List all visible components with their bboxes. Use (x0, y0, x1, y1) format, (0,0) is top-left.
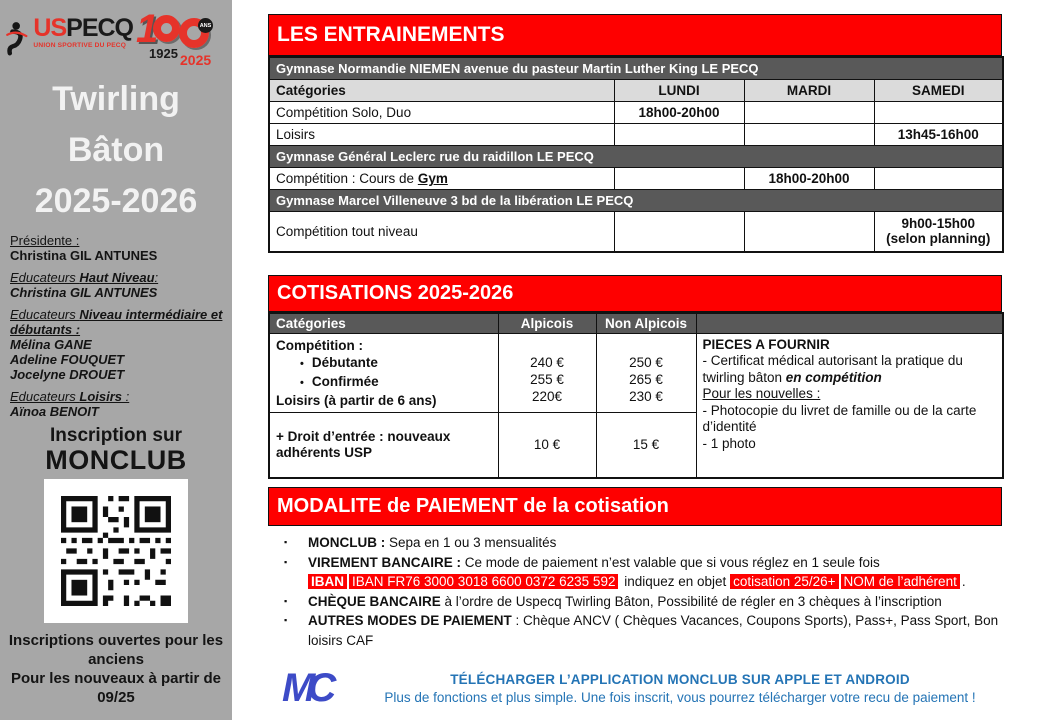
club-subtitle: UNION SPORTIVE DU PECQ (33, 42, 127, 49)
registration-note-line: Inscriptions ouvertes pour les anciens (8, 632, 224, 668)
staff-list (0, 233, 232, 419)
price-value: 250 € (629, 354, 663, 370)
payment-item-virement: ▪ VIREMENT BANCAIRE : Ce mode de paiement n’est valable que si vous réglez en 1 seule fois IBAN IBAN FR76 3000 3018 6600 0372 6235 592 indiquez en objet cotisation 25/26+ NOM de l’adhérent . (282, 553, 1002, 592)
centenary-zero-icon (153, 15, 180, 42)
table-row (269, 333, 1003, 412)
gym-link-text: Gym (417, 171, 448, 186)
signup-heading: Inscription sur (50, 425, 182, 446)
president-group (10, 233, 232, 263)
president-name: Christina GIL ANTUNES (10, 248, 158, 263)
leisure-coaches-group (10, 389, 232, 419)
venue-row: Gymnase Général Leclerc rue du raidillon LE PECQ (269, 146, 1003, 168)
main-content (268, 0, 1002, 711)
intermediate-coaches-group (10, 307, 232, 382)
non-alpicois-prices-cell (596, 333, 696, 412)
price-value: 10 € (498, 412, 596, 478)
centenary-zero-icon (179, 18, 212, 48)
president-label: Présidente : (10, 233, 80, 248)
documents-line: - Certificat médical autorisant la pratique du twirling bâton en compétition (702, 353, 963, 385)
qr-code-box (44, 479, 188, 623)
coach-name: Mélina GANE (10, 337, 92, 352)
schedule-cell (744, 212, 874, 252)
schedule-cell (744, 124, 874, 146)
price-value: 240 € (530, 354, 564, 370)
centenary-year-start: 1925 (149, 46, 178, 61)
payment-section-title: MODALITE de PAIEMENT de la cotisation (268, 487, 1002, 526)
table-row (269, 212, 1003, 252)
category-cell: Loisirs (269, 124, 614, 146)
iban-number: IBAN FR76 3000 3018 6600 0372 6235 592 (349, 574, 618, 589)
fees-section-title: COTISATIONS 2025-2026 (268, 275, 1002, 312)
ans-badge: ANS (198, 18, 213, 33)
alpicois-prices-cell (498, 333, 596, 412)
column-header-non-alpicois: Non Alpicois (596, 313, 696, 334)
footer-subline: Plus de fonctions et plus simple. Une fois inscrit, vous pourrez télécharger votre recu de paiement ! (384, 690, 976, 705)
page-title-line: 2025-2026 (34, 182, 198, 220)
column-header-tuesday: MARDI (744, 80, 874, 102)
signup-platform: MONCLUB (45, 445, 187, 475)
schedule-cell (744, 102, 874, 124)
high-level-coaches-group (10, 270, 232, 300)
fee-item: Loisirs (à partir de 6 ans) (276, 392, 437, 408)
documents-title: PIECES A FOURNIR (702, 336, 830, 352)
column-header-monday: LUNDI (614, 80, 744, 102)
price-value: 255 € (530, 371, 564, 387)
bullet-icon: • (300, 376, 304, 389)
price-value: 230 € (629, 388, 663, 404)
footer-text (368, 672, 1002, 705)
page-title-line: Bâton (67, 131, 165, 169)
category-cell: Compétition : Cours de Gym (269, 168, 614, 190)
column-header-categories: Catégories (269, 313, 498, 334)
monclub-logo: MC (282, 666, 329, 710)
iban-tag: IBAN (308, 574, 347, 589)
payment-list (282, 533, 1002, 650)
footer (268, 666, 1002, 711)
runner-icon (6, 12, 31, 64)
table-row (269, 124, 1003, 146)
payment-item-monclub: ▪ MONCLUB : Sepa en 1 ou 3 mensualités (282, 533, 1002, 553)
coach-name: Christina GIL ANTUNES (10, 285, 158, 300)
column-header-empty (696, 313, 1003, 334)
schedule-cell (614, 212, 744, 252)
schedule-cell: 13h45-16h00 (874, 124, 1003, 146)
transfer-subject: NOM de l’adhérent (841, 574, 960, 589)
registration-note (0, 631, 232, 707)
column-header-alpicois: Alpicois (498, 313, 596, 334)
bullet-icon: • (300, 357, 304, 370)
centenary-logo (136, 7, 230, 68)
coach-name: Aïnoa BENOIT (10, 404, 99, 419)
page-title-line: Twirling (52, 80, 180, 118)
centenary-one: 1 (136, 7, 159, 51)
column-header-categories: Catégories (269, 80, 614, 102)
category-cell: Compétition tout niveau (269, 212, 614, 252)
intermediate-coaches-label: Educateurs Niveau intermédiaire et débutants : (10, 307, 223, 337)
fee-item: • Confirmée (300, 373, 379, 389)
club-logo (0, 0, 232, 70)
schedule-cell: 18h00-20h00 (614, 102, 744, 124)
price-value: 265 € (629, 371, 663, 387)
bullet-icon: ▪ (284, 537, 288, 547)
sidebar (0, 0, 232, 720)
documents-line: - Photocopie du livret de famille ou de la carte d’identité (702, 402, 977, 434)
column-header-saturday: SAMEDI (874, 80, 1003, 102)
footer-headline: TÉLÉCHARGER L’APPLICATION MONCLUB SUR APPLE ET ANDROID (450, 672, 910, 687)
table-row (269, 168, 1003, 190)
schedule-cell (614, 168, 744, 190)
documents-line: Pour les nouvelles : (702, 386, 821, 401)
centenary-year-end: 2025 (180, 52, 212, 68)
bullet-icon: ▪ (284, 615, 288, 625)
payment-item-cheque: ▪ CHÈQUE BANCAIRE à l’ordre de Uspecq Twirling Bâton, Possibilité de régler en 3 chèques à l’inscription (282, 592, 1002, 612)
entry-fee-label: + Droit d’entrée : nouveaux adhérents USP (269, 412, 498, 478)
schedule-cell (614, 124, 744, 146)
registration-note-line: Pour les nouveaux à partir de 09/25 (10, 670, 222, 706)
trainings-section-title: LES ENTRAINEMENTS (268, 14, 1002, 56)
club-name-prefix: US (33, 14, 67, 42)
club-name (33, 16, 133, 50)
qr-code (61, 496, 171, 606)
table-row (269, 102, 1003, 124)
documents-line: - 1 photo (702, 435, 756, 451)
club-name-suffix: PECQ (66, 14, 133, 42)
high-level-coaches-label: Educateurs Haut Niveau: (10, 270, 159, 285)
schedule-cell (874, 168, 1003, 190)
leisure-coaches-label: Educateurs Loisirs : (10, 389, 130, 404)
price-value: 15 € (596, 412, 696, 478)
coach-name: Adeline FOUQUET (10, 352, 125, 367)
transfer-subject: cotisation 25/26+ (730, 574, 838, 589)
venue-row: Gymnase Normandie NIEMEN avenue du pasteur Martin Luther King LE PECQ (269, 57, 1003, 80)
price-value: 220€ (531, 388, 563, 404)
venue-row: Gymnase Marcel Villeneuve 3 bd de la libération LE PECQ (269, 190, 1003, 212)
schedule-cell (874, 102, 1003, 124)
fee-item: • Débutante (300, 354, 378, 370)
coach-name: Jocelyne DROUET (10, 367, 125, 382)
documents-cell (696, 333, 1003, 478)
category-cell: Compétition Solo, Duo (269, 102, 614, 124)
bullet-icon: ▪ (284, 556, 288, 567)
page-title (0, 74, 232, 227)
schedule-cell: 9h00-15h00 (selon planning) (874, 212, 1003, 252)
trainings-table (268, 56, 1004, 253)
schedule-cell: 18h00-20h00 (744, 168, 874, 190)
fees-categories-cell: Compétition : • Débutante • Confirmée Loisirs (à partir de 6 ans) (269, 333, 498, 412)
fees-table (268, 312, 1004, 480)
payment-item-autres: ▪ AUTRES MODES DE PAIEMENT : Chèque ANCV ( Chèques Vacances, Coupons Sports), Pass+, Pass Sport, Bon loisirs CAF (282, 611, 1002, 650)
bullet-icon: ▪ (284, 595, 288, 606)
